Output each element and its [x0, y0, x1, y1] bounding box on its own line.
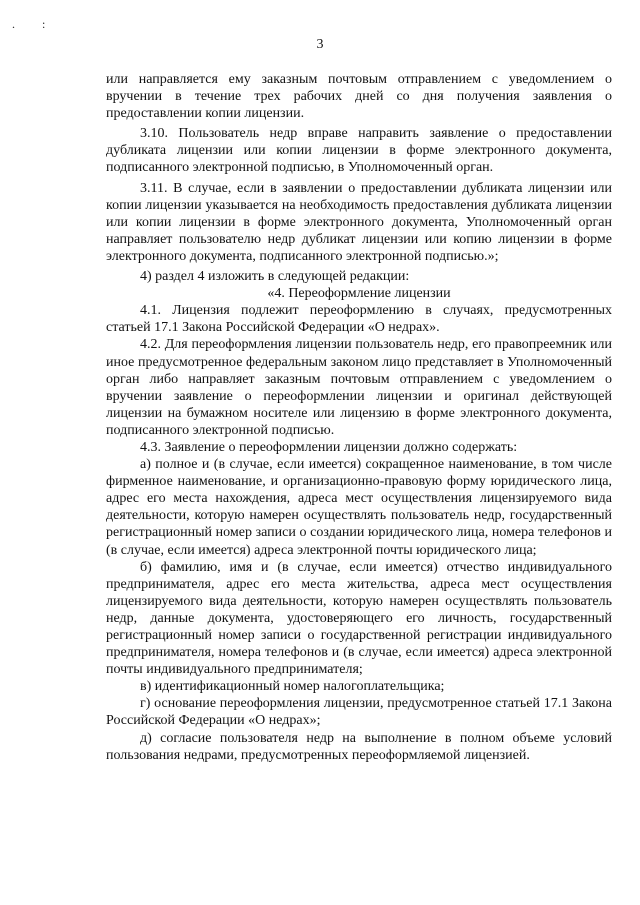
section-heading: «4. Переоформление лицензии	[267, 286, 451, 302]
paragraph-4-2: 4.2. Для переоформления лицензии пользователь недр, его правопреемник или иное предусмотренное федеральным законом лицо представляет в Уполномоченный орган либо направляет заказным почтовым отправлением с уведомлением о вручении заявление о переоформлении лицензии и оригинал действующей лицензии на бумажном носителе или лицензию в форме электронного документа, подписанного электронной подписью.	[106, 337, 612, 438]
list-item-a: а) полное и (в случае, если имеется) сокращенное наименование, в том числе фирменное наименование, и организационно-правовую форму юридического лица, адрес его места нахождения, адреса мест осуществления лицензируемого вида деятельности, которую намерен осуществлять пользователь недр, государственный регистрационный номер записи о создании юридического лица, номера телефонов и (в случае, если имеется) адреса электронной почты юридического лица;	[106, 457, 612, 558]
list-item-g: г) основание переоформления лицензии, предусмотренное статьей 17.1 Закона Российской Федерации «О недрах»;	[106, 696, 612, 729]
page-number: 3	[316, 37, 324, 52]
list-item-b: б) фамилию, имя и (в случае, если имеется) отчество индивидуального предпринимателя, адрес его места жительства, адреса мест осуществления лицензируемого вида деятельности, которую намерен осуществлять пользователь недр, данные документа, удостоверяющего его личность, государственный регистрационный номер записи о государственной регистрации индивидуального предпринимателя, номера телефонов и (в случае, если имеется) адреса электронной почты индивидуального предпринимателя;	[106, 559, 612, 678]
paragraph-amendment-4: 4) раздел 4 изложить в следующей редакции:	[140, 269, 410, 285]
paragraph-3-10: 3.10. Пользователь недр вправе направить заявление о предоставлении дубликата лицензии или копии лицензии в форме электронного документа, подписанного электронной подписью, в Уполномоченный орган.	[106, 126, 612, 176]
paragraph-3-11: 3.11. В случае, если в заявлении о предоставлении дубликата лицензии или копии лицензии указывается на необходимость предоставления дубликата лицензии или копии лицензии в форме электронного документа, Уполномоченный орган направляет пользователю недр дубликат лицензии или копию лицензии в форме электронного документа, подписанного электронной подписью.»;	[106, 180, 612, 264]
paragraph-4-3: 4.3. Заявление о переоформлении лицензии должно содержать:	[140, 439, 518, 455]
paragraph-4-1: 4.1. Лицензия подлежит переоформлению в случаях, предусмотренных статьей 17.1 Закона Российской Федерации «О недрах».	[106, 303, 612, 336]
paragraph-continuation: или направляется ему заказным почтовым отправлением с уведомлением о вручении в течение трех рабочих дней со дня получения заявления о предоставлении копии лицензии.	[106, 72, 612, 122]
list-item-v: в) идентификационный номер налогоплательщика;	[140, 679, 445, 695]
document-body	[106, 71, 612, 764]
list-item-d: д) согласие пользователя недр на выполнение в полном объеме условий пользования недрами, предусмотренных переоформляемой лицензией.	[106, 730, 612, 763]
corner-marks: . :	[12, 17, 58, 31]
